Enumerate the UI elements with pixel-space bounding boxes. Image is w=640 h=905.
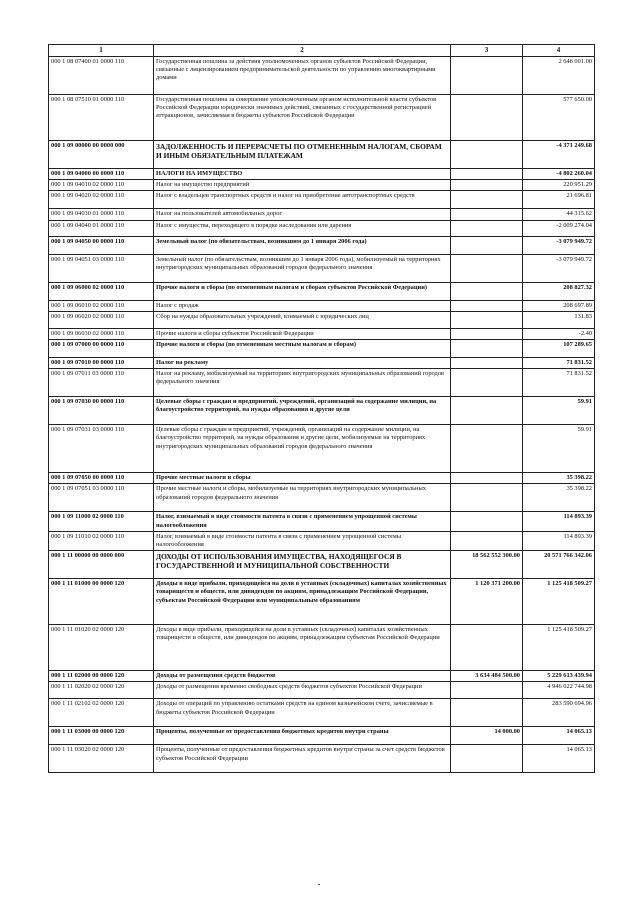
- row-fact: 71 831.52: [523, 358, 595, 369]
- row-name: Налог, взимаемый в виде стоимости патента в связи с применением упрощенной системы налогообложения: [154, 531, 451, 550]
- row-code: 000 1 09 04030 01 0000 110: [49, 209, 154, 220]
- table-row: [49, 671, 595, 682]
- row-name: Доходы от размещения средств бюджетов: [154, 671, 451, 682]
- row-name: Целевые сборы с граждан и предприятий, учреждений, организаций на содержание милиции, на благоустройство территорий, на нужды образования и другие цели, мобилизуемые на территориях внутригородских муниципальных образований городов федерального значения: [154, 425, 451, 473]
- row-plan: 1 120 371 200.00: [451, 579, 523, 625]
- table-row: [49, 512, 595, 531]
- row-name: Земельный налог (по обязательствам, возникшим до 1 января 2006 года), мобилизуемый на территориях внутригородских муниципальных образований городов федерального значения: [154, 254, 451, 282]
- table-row: [49, 369, 595, 397]
- row-fact: 114 893.39: [523, 512, 595, 531]
- row-name: Прочие местные налоги и сборы, мобилизуемые на территориях внутригородских муниципальных образований городов федерального значения: [154, 484, 451, 512]
- row-plan: 3 634 484 500.00: [451, 671, 523, 682]
- table-row: [49, 300, 595, 311]
- row-code: 000 1 09 07031 03 0000 110: [49, 425, 154, 473]
- row-fact: 14 065.13: [523, 727, 595, 745]
- table-row: [49, 169, 595, 180]
- row-name: Налог с имущества, переходящего в порядке наследования или дарения: [154, 220, 451, 236]
- row-plan: [451, 57, 523, 95]
- row-plan: [451, 141, 523, 169]
- row-plan: [451, 236, 523, 254]
- row-fact: 1 125 418 509.27: [523, 625, 595, 671]
- row-fact: 131.83: [523, 311, 595, 328]
- row-fact: 107 289.65: [523, 340, 595, 358]
- row-plan: [451, 512, 523, 531]
- row-code: 000 1 09 07010 00 0000 110: [49, 358, 154, 369]
- table-row: [49, 311, 595, 328]
- table-row: [49, 727, 595, 745]
- revenue-table: [48, 44, 595, 773]
- row-name: Земельный налог (по обязательствам, возникшим до 1 января 2006 года): [154, 236, 451, 254]
- row-name: Прочие местные налоги и сборы: [154, 473, 451, 484]
- revenue-table-page: [48, 44, 594, 773]
- row-plan: [451, 531, 523, 550]
- row-name: Налог на рекламу, мобилизуемый на территориях внутригородских муниципальных образований городов федерального значения: [154, 369, 451, 397]
- row-code: 000 1 09 06010 02 0000 110: [49, 300, 154, 311]
- row-plan: [451, 369, 523, 397]
- row-code: 000 1 09 06030 02 0000 110: [49, 328, 154, 339]
- row-name: Налог с владельцев транспортных средств и налог на приобретение автотранспортных средств: [154, 191, 451, 209]
- row-name: Доходы в виде прибыли, приходящейся на доли в уставных (складочных) капиталах хозяйственных товариществ и обществ, или дивидендов по акциям, принадлежащим субъектам Российской Федерации: [154, 625, 451, 671]
- row-name: Налог с продаж: [154, 300, 451, 311]
- row-code: 000 1 09 07050 00 0000 110: [49, 473, 154, 484]
- table-row: [49, 397, 595, 425]
- table-row: [49, 745, 595, 773]
- row-name: Налог на рекламу: [154, 358, 451, 369]
- row-fact: 208 827.32: [523, 282, 595, 300]
- table-row: [49, 625, 595, 671]
- row-fact: 59.91: [523, 397, 595, 425]
- row-plan: [451, 425, 523, 473]
- row-fact: 71 831.52: [523, 369, 595, 397]
- row-name: Доходы в виде прибыли, приходящейся на доли в уставных (складочных) капиталах хозяйственных товариществ и обществ, или дивидендов по акциям, принадлежащим Российской Федерации, субъектам Российской Федерации или муниципальным образованиям: [154, 579, 451, 625]
- row-fact: 283 590 694.96: [523, 699, 595, 727]
- row-code: 000 1 11 00000 00 0000 000: [49, 551, 154, 579]
- row-code: 000 1 09 07011 03 0000 110: [49, 369, 154, 397]
- row-fact: 20 571 766 342.06: [523, 551, 595, 579]
- row-code: 000 1 09 11010 02 0000 110: [49, 531, 154, 550]
- row-code: 000 1 09 07051 03 0000 110: [49, 484, 154, 512]
- row-code: 000 1 08 07400 01 0000 110: [49, 57, 154, 95]
- row-code: 000 1 09 04000 00 0000 110: [49, 169, 154, 180]
- row-fact: 220 951.29: [523, 180, 595, 191]
- row-plan: [451, 169, 523, 180]
- row-fact: 44 315.62: [523, 209, 595, 220]
- row-plan: [451, 220, 523, 236]
- row-fact: 208 697.89: [523, 300, 595, 311]
- table-row: [49, 531, 595, 550]
- table-row: [49, 282, 595, 300]
- table-body: [49, 57, 595, 773]
- row-plan: [451, 358, 523, 369]
- row-plan: [451, 300, 523, 311]
- row-plan: [451, 282, 523, 300]
- table-row: [49, 191, 595, 209]
- table-row: [49, 699, 595, 727]
- header-col-1: 1: [49, 45, 154, 57]
- row-code: 000 1 11 03020 02 0000 120: [49, 745, 154, 773]
- row-name: Прочие налоги и сборы (по отмененным местным налогам и сборам): [154, 340, 451, 358]
- row-name: НАЛОГИ НА ИМУЩЕСТВО: [154, 169, 451, 180]
- row-code: 000 1 09 06000 02 0000 110: [49, 282, 154, 300]
- row-code: 000 1 11 02102 02 0000 120: [49, 699, 154, 727]
- table-row: [49, 209, 595, 220]
- row-name: ДОХОДЫ ОТ ИСПОЛЬЗОВАНИЯ ИМУЩЕСТВА, НАХОДЯЩЕГОСЯ В ГОСУДАРСТВЕННОЙ И МУНИЦИПАЛЬНОЙ СОБСТВЕННОСТИ: [154, 551, 451, 579]
- row-name: Целевые сборы с граждан и предприятий, учреждений, организаций на содержание милиции, на благоустройство территорий, на нужды образования и другие цели: [154, 397, 451, 425]
- row-code: 000 1 09 04050 00 0000 110: [49, 236, 154, 254]
- row-fact: 4 946 022 744.98: [523, 682, 595, 699]
- page-mark: [318, 884, 320, 885]
- row-fact: 21 696.81: [523, 191, 595, 209]
- row-plan: [451, 699, 523, 727]
- row-code: 000 1 11 02020 02 0000 120: [49, 682, 154, 699]
- row-plan: [451, 311, 523, 328]
- row-fact: 35 398.22: [523, 473, 595, 484]
- row-name: Государственная пошлина за действия уполномоченных органов субъектов Российской Федерации, связанные с лицензированием предпринимательской деятельности по управлению многоквартирными домами: [154, 57, 451, 95]
- table-row: [49, 180, 595, 191]
- row-plan: [451, 682, 523, 699]
- row-fact: -4 371 249.68: [523, 141, 595, 169]
- row-code: 000 1 09 07030 00 0000 110: [49, 397, 154, 425]
- row-code: 000 1 09 07000 00 0000 110: [49, 340, 154, 358]
- row-fact: 577 650.00: [523, 95, 595, 141]
- table-row: [49, 328, 595, 339]
- row-plan: [451, 254, 523, 282]
- table-row: [49, 425, 595, 473]
- row-name: Доходы от операций по управлению остатками средств на едином казначейском счете, зачисляемые в бюджеты субъектов Российской Федерации: [154, 699, 451, 727]
- row-plan: [451, 191, 523, 209]
- table-row: [49, 254, 595, 282]
- row-plan: [451, 484, 523, 512]
- row-name: Доходы от размещения временно свободных средств бюджетов субъектов Российской Федерации: [154, 682, 451, 699]
- row-plan: 18 562 552 300.00: [451, 551, 523, 579]
- row-fact: 35 398.22: [523, 484, 595, 512]
- row-name: ЗАДОЛЖЕННОСТЬ И ПЕРЕРАСЧЕТЫ ПО ОТМЕНЕННЫМ НАЛОГАМ, СБОРАМ И ИНЫМ ОБЯЗАТЕЛЬНЫМ ПЛАТЕЖАМ: [154, 141, 451, 169]
- table-row: [49, 236, 595, 254]
- row-name: Налог на имущество предприятий: [154, 180, 451, 191]
- row-name: Государственная пошлина за совершение уполномоченным органом исполнительной власти субъектов Российской Федерации юридически значимых действий, связанных с государственной регистрацией аттракционов, зачисляемая в бюджеты субъектов Российской Федерации: [154, 95, 451, 141]
- table-row: [49, 95, 595, 141]
- row-fact: 14 065.13: [523, 745, 595, 773]
- row-fact: 59.91: [523, 425, 595, 473]
- header-col-3: 3: [451, 45, 523, 57]
- table-row: [49, 473, 595, 484]
- header-col-4: 4: [523, 45, 595, 57]
- row-code: 000 1 09 11000 02 0000 110: [49, 512, 154, 531]
- row-code: 000 1 09 04020 02 0000 110: [49, 191, 154, 209]
- row-plan: [451, 95, 523, 141]
- row-code: 000 1 11 01020 02 0000 120: [49, 625, 154, 671]
- row-code: 000 1 09 06020 02 0000 110: [49, 311, 154, 328]
- row-name: Сбор на нужды образовательных учреждений, взимаемый с юридических лиц: [154, 311, 451, 328]
- row-fact: -2.40: [523, 328, 595, 339]
- table-header-row: [49, 45, 595, 57]
- row-plan: [451, 473, 523, 484]
- row-name: Прочие налоги и сборы (по отмененным налогам и сборам субъектов Российской Федерации): [154, 282, 451, 300]
- row-name: Проценты, полученные от предоставления бюджетных кредитов внутри страны за счет средств бюджетов субъектов Российской Федерации: [154, 745, 451, 773]
- row-plan: 14 000.00: [451, 727, 523, 745]
- row-code: 000 1 09 00000 00 0000 000: [49, 141, 154, 169]
- row-name: Налог на пользователей автомобильных дорог: [154, 209, 451, 220]
- row-fact: -4 802 260.04: [523, 169, 595, 180]
- row-fact: 114 893.39: [523, 531, 595, 550]
- row-name: Налог, взимаемый в виде стоимости патента в связи с применением упрощенной системы налогообложения: [154, 512, 451, 531]
- table-row: [49, 220, 595, 236]
- row-code: 000 1 11 02000 00 0000 120: [49, 671, 154, 682]
- row-fact: -2 009 274.04: [523, 220, 595, 236]
- row-code: 000 1 09 04051 03 0000 110: [49, 254, 154, 282]
- row-fact: -3 079 949.72: [523, 254, 595, 282]
- table-row: [49, 57, 595, 95]
- table-row: [49, 579, 595, 625]
- table-row: [49, 358, 595, 369]
- row-plan: [451, 328, 523, 339]
- row-fact: 5 229 613 439.94: [523, 671, 595, 682]
- table-row: [49, 551, 595, 579]
- row-plan: [451, 745, 523, 773]
- row-plan: [451, 340, 523, 358]
- row-plan: [451, 625, 523, 671]
- row-fact: 1 125 418 509.27: [523, 579, 595, 625]
- row-name: Проценты, полученные от предоставления бюджетных кредитов внутри страны: [154, 727, 451, 745]
- row-name: Прочие налоги и сборы субъектов Российской Федерации: [154, 328, 451, 339]
- row-plan: [451, 397, 523, 425]
- row-plan: [451, 180, 523, 191]
- table-row: [49, 484, 595, 512]
- table-row: [49, 682, 595, 699]
- row-code: 000 1 09 04010 02 0000 110: [49, 180, 154, 191]
- row-fact: -3 079 949.72: [523, 236, 595, 254]
- table-row: [49, 141, 595, 169]
- row-fact: 2 646 001.00: [523, 57, 595, 95]
- row-code: 000 1 11 03000 00 0000 120: [49, 727, 154, 745]
- table-row: [49, 340, 595, 358]
- header-col-2: 2: [154, 45, 451, 57]
- row-code: 000 1 09 04040 01 0000 110: [49, 220, 154, 236]
- row-code: 000 1 08 07510 01 0000 110: [49, 95, 154, 141]
- row-code: 000 1 11 01000 00 0000 120: [49, 579, 154, 625]
- row-plan: [451, 209, 523, 220]
